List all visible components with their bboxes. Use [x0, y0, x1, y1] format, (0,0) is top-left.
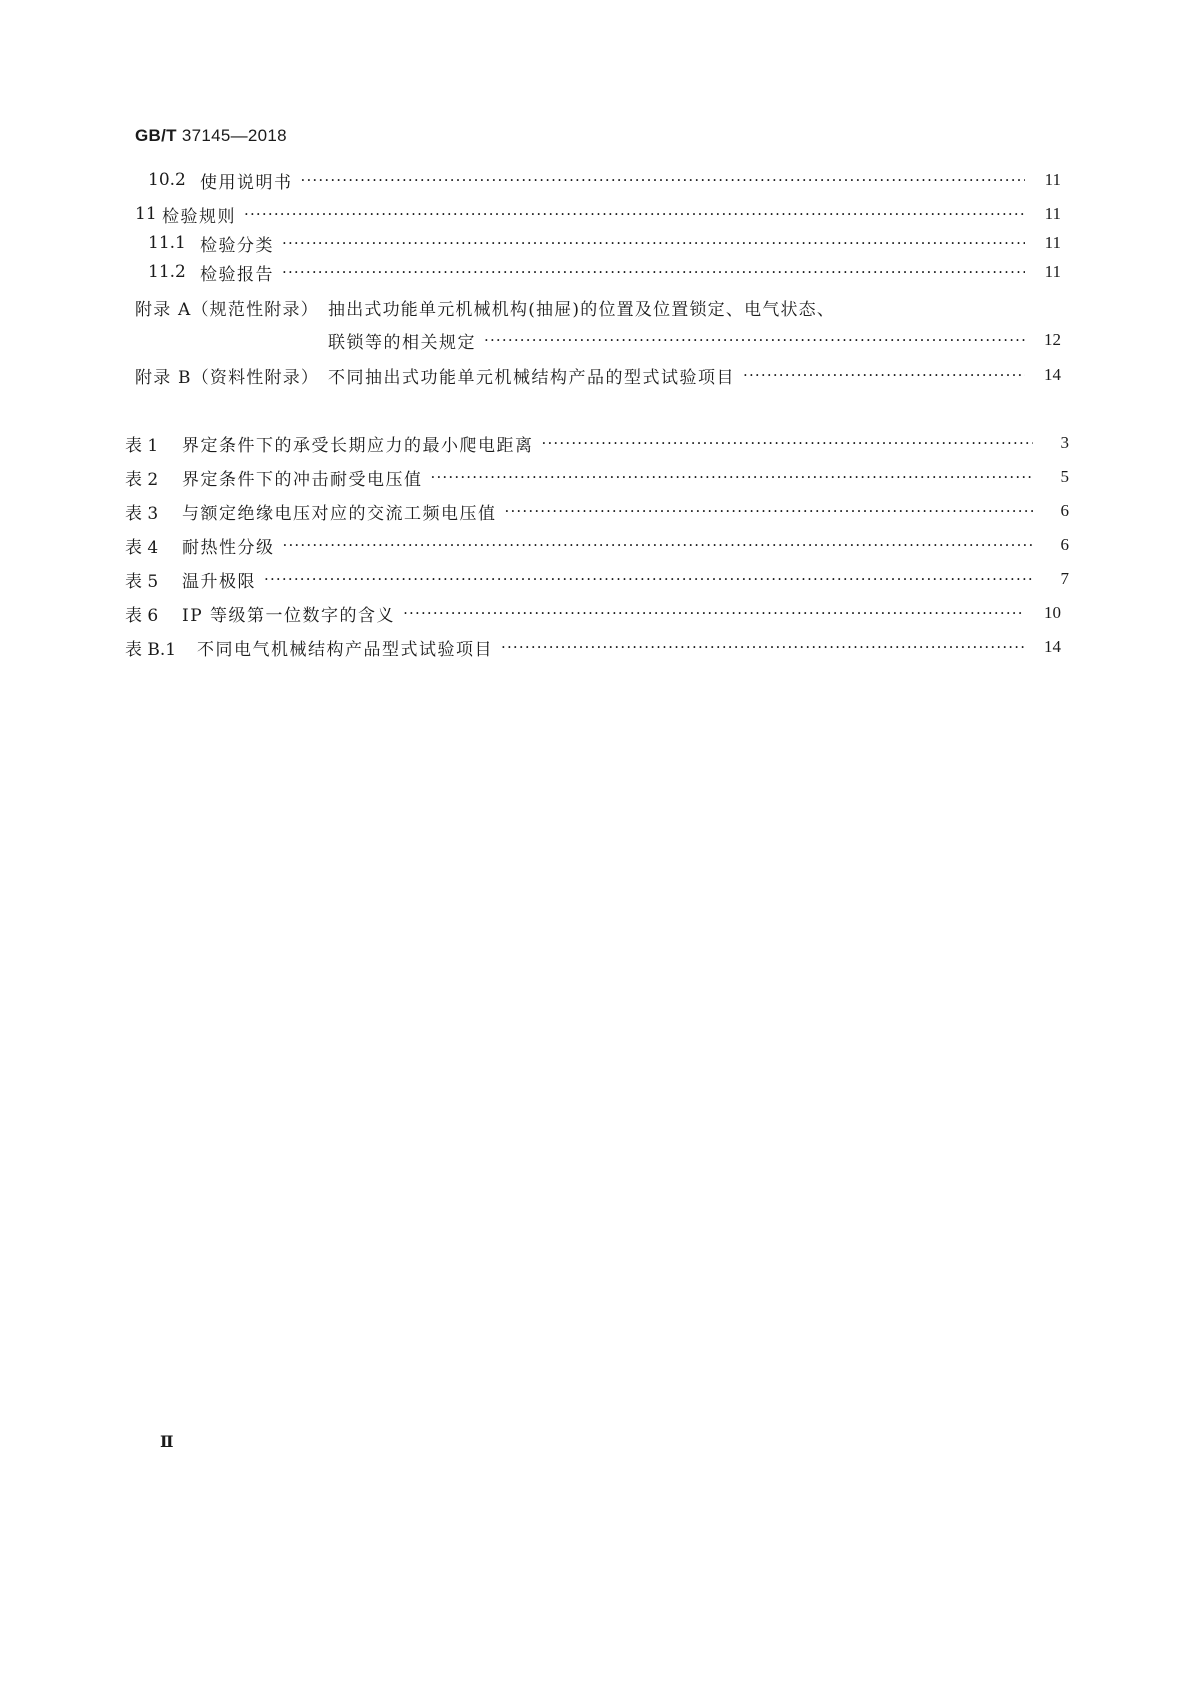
table-number: 表 6 — [125, 605, 159, 626]
table-page: 6 — [1060, 501, 1069, 520]
table-list-entry[interactable] — [125, 498, 1069, 524]
toc-entry-title: 检验分类 — [200, 235, 274, 256]
table-number: 表 1 — [125, 435, 159, 456]
toc-entry-page: 11 — [1044, 233, 1061, 252]
table-number: 表 B.1 — [125, 639, 177, 660]
table-list-entry[interactable] — [125, 634, 1061, 660]
appendix-a-entry[interactable] — [135, 294, 835, 320]
dot-leader — [743, 362, 1025, 388]
document-code-number: 37145—2018 — [181, 126, 287, 145]
toc-entry-title: 检验规则 — [162, 206, 236, 227]
table-page: 6 — [1060, 535, 1069, 554]
appendix-title: 不同抽出式功能单元机械结构产品的型式试验项目 — [328, 367, 735, 388]
table-list-entry[interactable] — [125, 600, 1061, 626]
dot-leader — [431, 464, 1034, 490]
table-title: 耐热性分级 — [182, 537, 275, 558]
toc-entry-number: 11 — [135, 204, 157, 224]
toc-entry-title: 使用说明书 — [200, 172, 293, 193]
table-title: 与额定绝缘电压对应的交流工频电压值 — [182, 503, 497, 524]
dot-leader — [283, 532, 1034, 558]
table-list-entry[interactable] — [125, 532, 1069, 558]
dot-leader — [403, 600, 1025, 626]
table-page: 5 — [1060, 467, 1069, 486]
table-page: 7 — [1060, 569, 1069, 588]
toc-entry[interactable] — [148, 167, 1061, 193]
toc-entry-number: 11.1 — [148, 233, 186, 253]
appendix-label: 附录 A（规范性附录） — [135, 299, 319, 320]
table-number: 表 3 — [125, 503, 159, 524]
dot-leader — [505, 498, 1034, 524]
table-title: 界定条件下的承受长期应力的最小爬电距离 — [182, 435, 534, 456]
table-title: 温升极限 — [182, 571, 256, 592]
table-list-entry[interactable] — [125, 430, 1069, 456]
table-number: 表 2 — [125, 469, 159, 490]
toc-entry[interactable] — [135, 201, 1061, 227]
toc-entry-page: 11 — [1044, 262, 1061, 281]
table-title: 界定条件下的冲击耐受电压值 — [182, 469, 423, 490]
table-title: 不同电气机械结构产品型式试验项目 — [197, 639, 493, 660]
table-title: IP 等级第一位数字的含义 — [182, 605, 396, 626]
toc-entry-page: 11 — [1044, 204, 1061, 223]
dot-leader — [542, 430, 1034, 456]
appendix-page: 12 — [1044, 330, 1061, 349]
dot-leader — [301, 167, 1026, 193]
appendix-title: 抽出式功能单元机械机构(抽屉)的位置及位置锁定、电气状态、 — [328, 299, 836, 320]
page-number: Ⅱ — [160, 1434, 174, 1451]
document-code — [135, 126, 287, 146]
appendix-b-entry[interactable] — [135, 362, 1061, 388]
table-number: 表 5 — [125, 571, 159, 592]
document-code-prefix: GB/T — [135, 126, 177, 145]
appendix-label: 附录 B（资料性附录） — [135, 367, 320, 388]
dot-leader — [484, 327, 1025, 353]
toc-entry-number: 10.2 — [148, 170, 186, 190]
table-page: 14 — [1044, 637, 1061, 656]
appendix-page: 14 — [1044, 365, 1061, 384]
table-number: 表 4 — [125, 537, 159, 558]
table-page: 3 — [1060, 433, 1069, 452]
dot-leader — [244, 201, 1025, 227]
dot-leader — [282, 230, 1025, 256]
dot-leader — [282, 259, 1025, 285]
table-list-entry[interactable] — [125, 464, 1069, 490]
toc-entry-page: 11 — [1044, 170, 1061, 189]
table-list-entry[interactable] — [125, 566, 1069, 592]
dot-leader — [264, 566, 1033, 592]
appendix-title-continued: 联锁等的相关规定 — [328, 332, 476, 353]
appendix-a-continuation[interactable] — [328, 327, 1061, 353]
toc-entry[interactable] — [148, 230, 1061, 256]
table-page: 10 — [1044, 603, 1061, 622]
toc-entry-number: 11.2 — [148, 262, 186, 282]
dot-leader — [501, 634, 1025, 660]
toc-entry[interactable] — [148, 259, 1061, 285]
toc-entry-title: 检验报告 — [200, 264, 274, 285]
